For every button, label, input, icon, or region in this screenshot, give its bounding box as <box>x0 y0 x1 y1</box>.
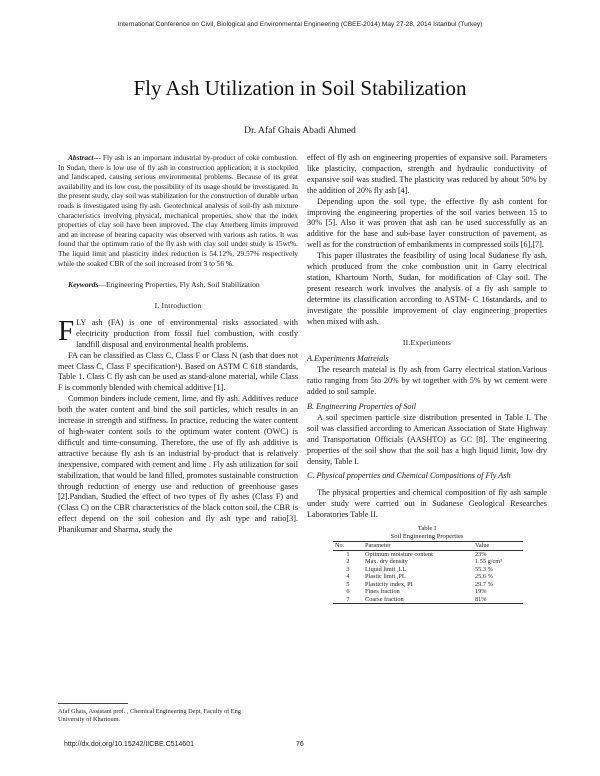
right-paragraph-3: This paper illustrates the feasibility of using local Sudanese fly ash, which produced from the coke combustion unit in Garry electrical station, Khartoum North, Sudan, for modification of Clay soil. The present research work involves the analysis of a fly ash sample to determine its classification according to ASTM- C 16standards, and to investigate the possible improvement of clay engineering properties when mixed with ash. <box>307 251 547 326</box>
table-caption-number: Table I <box>417 525 437 533</box>
table-caption-title: Soil Engineering Properties <box>390 533 464 541</box>
materials-paragraph: The research mateial is fly ash from Garry electrical station.Various ratio ranging from 5to 20% by wt together with 5% by wt cement were added to soil sample. <box>307 365 547 397</box>
table-cell: 29.7 % <box>475 580 493 588</box>
table-cell: 19% <box>475 588 487 596</box>
subsection-heading-engineering-properties: B. Engineering Properties of Soil <box>307 402 417 412</box>
table-cell: Plastic limit ,PL <box>365 573 406 581</box>
table-row <box>333 581 523 589</box>
table-cell: Liquid limit ,LL <box>365 565 407 573</box>
table-header-cell: No. <box>333 542 363 551</box>
table-header-cell: Parameter <box>363 542 473 551</box>
table-cell: 1 <box>346 550 350 558</box>
section-heading-introduction: I. Introduction <box>154 301 202 311</box>
table-cell: 3 <box>346 565 350 573</box>
table-cell: Plasticity index, PI <box>365 580 413 588</box>
doi-link[interactable]: http://dx.doi.org/10.15242/IICBE.C514601 <box>64 741 194 748</box>
subsection-heading-materials: A.Experiments Matreials <box>307 354 389 364</box>
table-cell: 7 <box>333 596 363 604</box>
table-cell: 6 <box>346 588 350 596</box>
right-paragraph-1: effect of fly ash on engineering properties of expansive soil. Parameters like plasticity, compaction, strength and hydraulic conductivity of expansive soil was studied. The plasticity was reduced by about 50% by the addition of 20% fly ash [4]. <box>307 153 547 195</box>
table-cell: 1.55 g/cm³ <box>475 558 503 566</box>
abstract-text: Fly ash is an important industrial by-product of coke combustion. In Sudan, there is low use of fly ash in construction application; it is stockpiled and landscaped, causing serious environmental problems. Because of its great availability and its low cost, the possibility of its usage should be investigated. In the present study, clay soil was stabilization for the construction of durable urban roads is investigated using fly ash. Geotechnical analysis of soil-fly ash mixture characteristics involving physical, mechanical properties, show that the index properties of clay soil have been improved. The clay Atterberg limits improved and an increase of bearing capacity was observed with various ash ratios. It was found that the optimum ratio of the fly ash with clay soil under study is 15wt%. The liquid limit and plasticity index reduction is 54.12%, 29.57% respectively while the soaked CBR of the soil increased from 3 to 56 %. <box>58 153 298 268</box>
footnote-rule <box>58 703 128 704</box>
table-row <box>333 550 523 558</box>
conference-header: International Conference on Civil, Biological and Environmental Engineering (CBEE-2014) May 27-28, 2014 Istanbul (Turkey) <box>117 21 483 28</box>
keywords-text: —Engineering Properties, Fly Ash, Soil Stabilization <box>98 280 260 290</box>
keywords-label: Keywords <box>68 280 99 290</box>
table-header-cell: Value <box>473 542 523 551</box>
table-row <box>333 573 523 581</box>
page-number: 76 <box>296 741 304 748</box>
table-cell: 55.3 % <box>475 565 493 573</box>
right-column <box>307 153 547 604</box>
table-cell: 5 <box>346 580 350 588</box>
table-cell: 25.6 % <box>475 573 493 581</box>
table-cell: Optimum moisture content <box>365 550 433 558</box>
table-header-row <box>333 542 523 551</box>
table-cell: 23% <box>475 550 487 558</box>
paper-title: Fly Ash Utilization in Soil Stabilization <box>133 76 467 100</box>
left-column <box>58 153 298 536</box>
footnote-text: Afaf Ghais, Assistant prof. , Chemical Engineering Dept, Faculty of Eng University of Khartoum. <box>58 708 241 723</box>
subsection-heading-fly-ash-properties: C. Physical properties and Chemical Compositions of Fly Ash <box>307 471 511 481</box>
table-cell: Max. dry density <box>365 558 408 566</box>
section-heading-experiments: II.Experiments <box>402 337 452 347</box>
soil-properties-table <box>333 541 523 604</box>
table-cell: 81% <box>473 596 523 604</box>
table-cell: 4 <box>346 573 350 581</box>
table-row <box>333 596 523 604</box>
drop-cap: F <box>58 314 75 347</box>
keywords <box>58 280 298 291</box>
author-name: Dr. Afaf Ghais Abadi Ahmed <box>244 125 356 136</box>
engineering-properties-paragraph: A soil specimen particle size distribution presented in Table I. The soil was classified according to American Association of State Highway and Transportation Officials (AASHTO) as GC [8]. The engineering properties of the soil show that the soil has a high liquid limit, low dry density, Table I. <box>307 412 547 466</box>
table-row <box>333 558 523 566</box>
table-row <box>333 566 523 574</box>
intro-paragraph-1 <box>58 314 298 351</box>
abstract <box>58 153 298 268</box>
author-footnote <box>58 708 258 724</box>
abstract-label: Abstract--- <box>68 153 101 162</box>
table-cell: Fines fraction <box>365 588 400 596</box>
intro-paragraph-1-text: LY ash (FA) is one of environmental risks associated with electricity production from fossil fuel combustion, with costly landfill disposal and environmental health problems. <box>76 317 298 349</box>
right-paragraph-2: Depending upon the soil type, the effective fly ash content for improving the engineering properties of the soil varies between 15 to 30% [5]. Also it was proven that ash can be used successfully as an additive for the base and sub-base layer construction of pavement, as well as for the construction of embankments in compressed soils [6],[7]. <box>307 196 547 250</box>
table-cell: 2 <box>346 558 350 566</box>
table-cell: Coarse fraction <box>363 596 473 604</box>
table-row <box>333 588 523 596</box>
fly-ash-properties-paragraph: The physical properties and chemical composition of fly ash sample under study were carried out in Sudanese Geological Researches Laboratories Table II. <box>307 488 547 520</box>
intro-paragraph-2: FA can be classified as Class C, Class F or Class N (ash that does not meet Class C, Class F specification¹). Based on ASTM C 618 standards, Table 1. Class C fly ash can be used as stand-alone material, while Class F is commonly blended with chemical additive [1]. <box>58 350 298 393</box>
intro-paragraph-3: Common binders include cement, lime, and fly ash. Additives reduce both the water content and bind the soil particles, which results in an increase in strength and stiffness. In practice, reducing the water content of high-water content soils to the optimum water content (OWC) is difficult and time-consuming. Therefore, the use of fly ash additive is attractive because fly ash is an industrial by-product that is relatively inexpensive, compared with cement and lime . Fly ash utilization for soil stabilization, that would be land filled, promotes sustainable construction through reduction of energy use and reduction of greenhouse gases [2].Pandian, Studied the effect of two types of fly ashes (Class F) and (Class C) on the CBR characteristics of the black cotton soil, the CBR is effect depend on the soil cohesion and fly ash type and ratio[3]. Phanikumar and Sharma, study the <box>58 394 298 535</box>
